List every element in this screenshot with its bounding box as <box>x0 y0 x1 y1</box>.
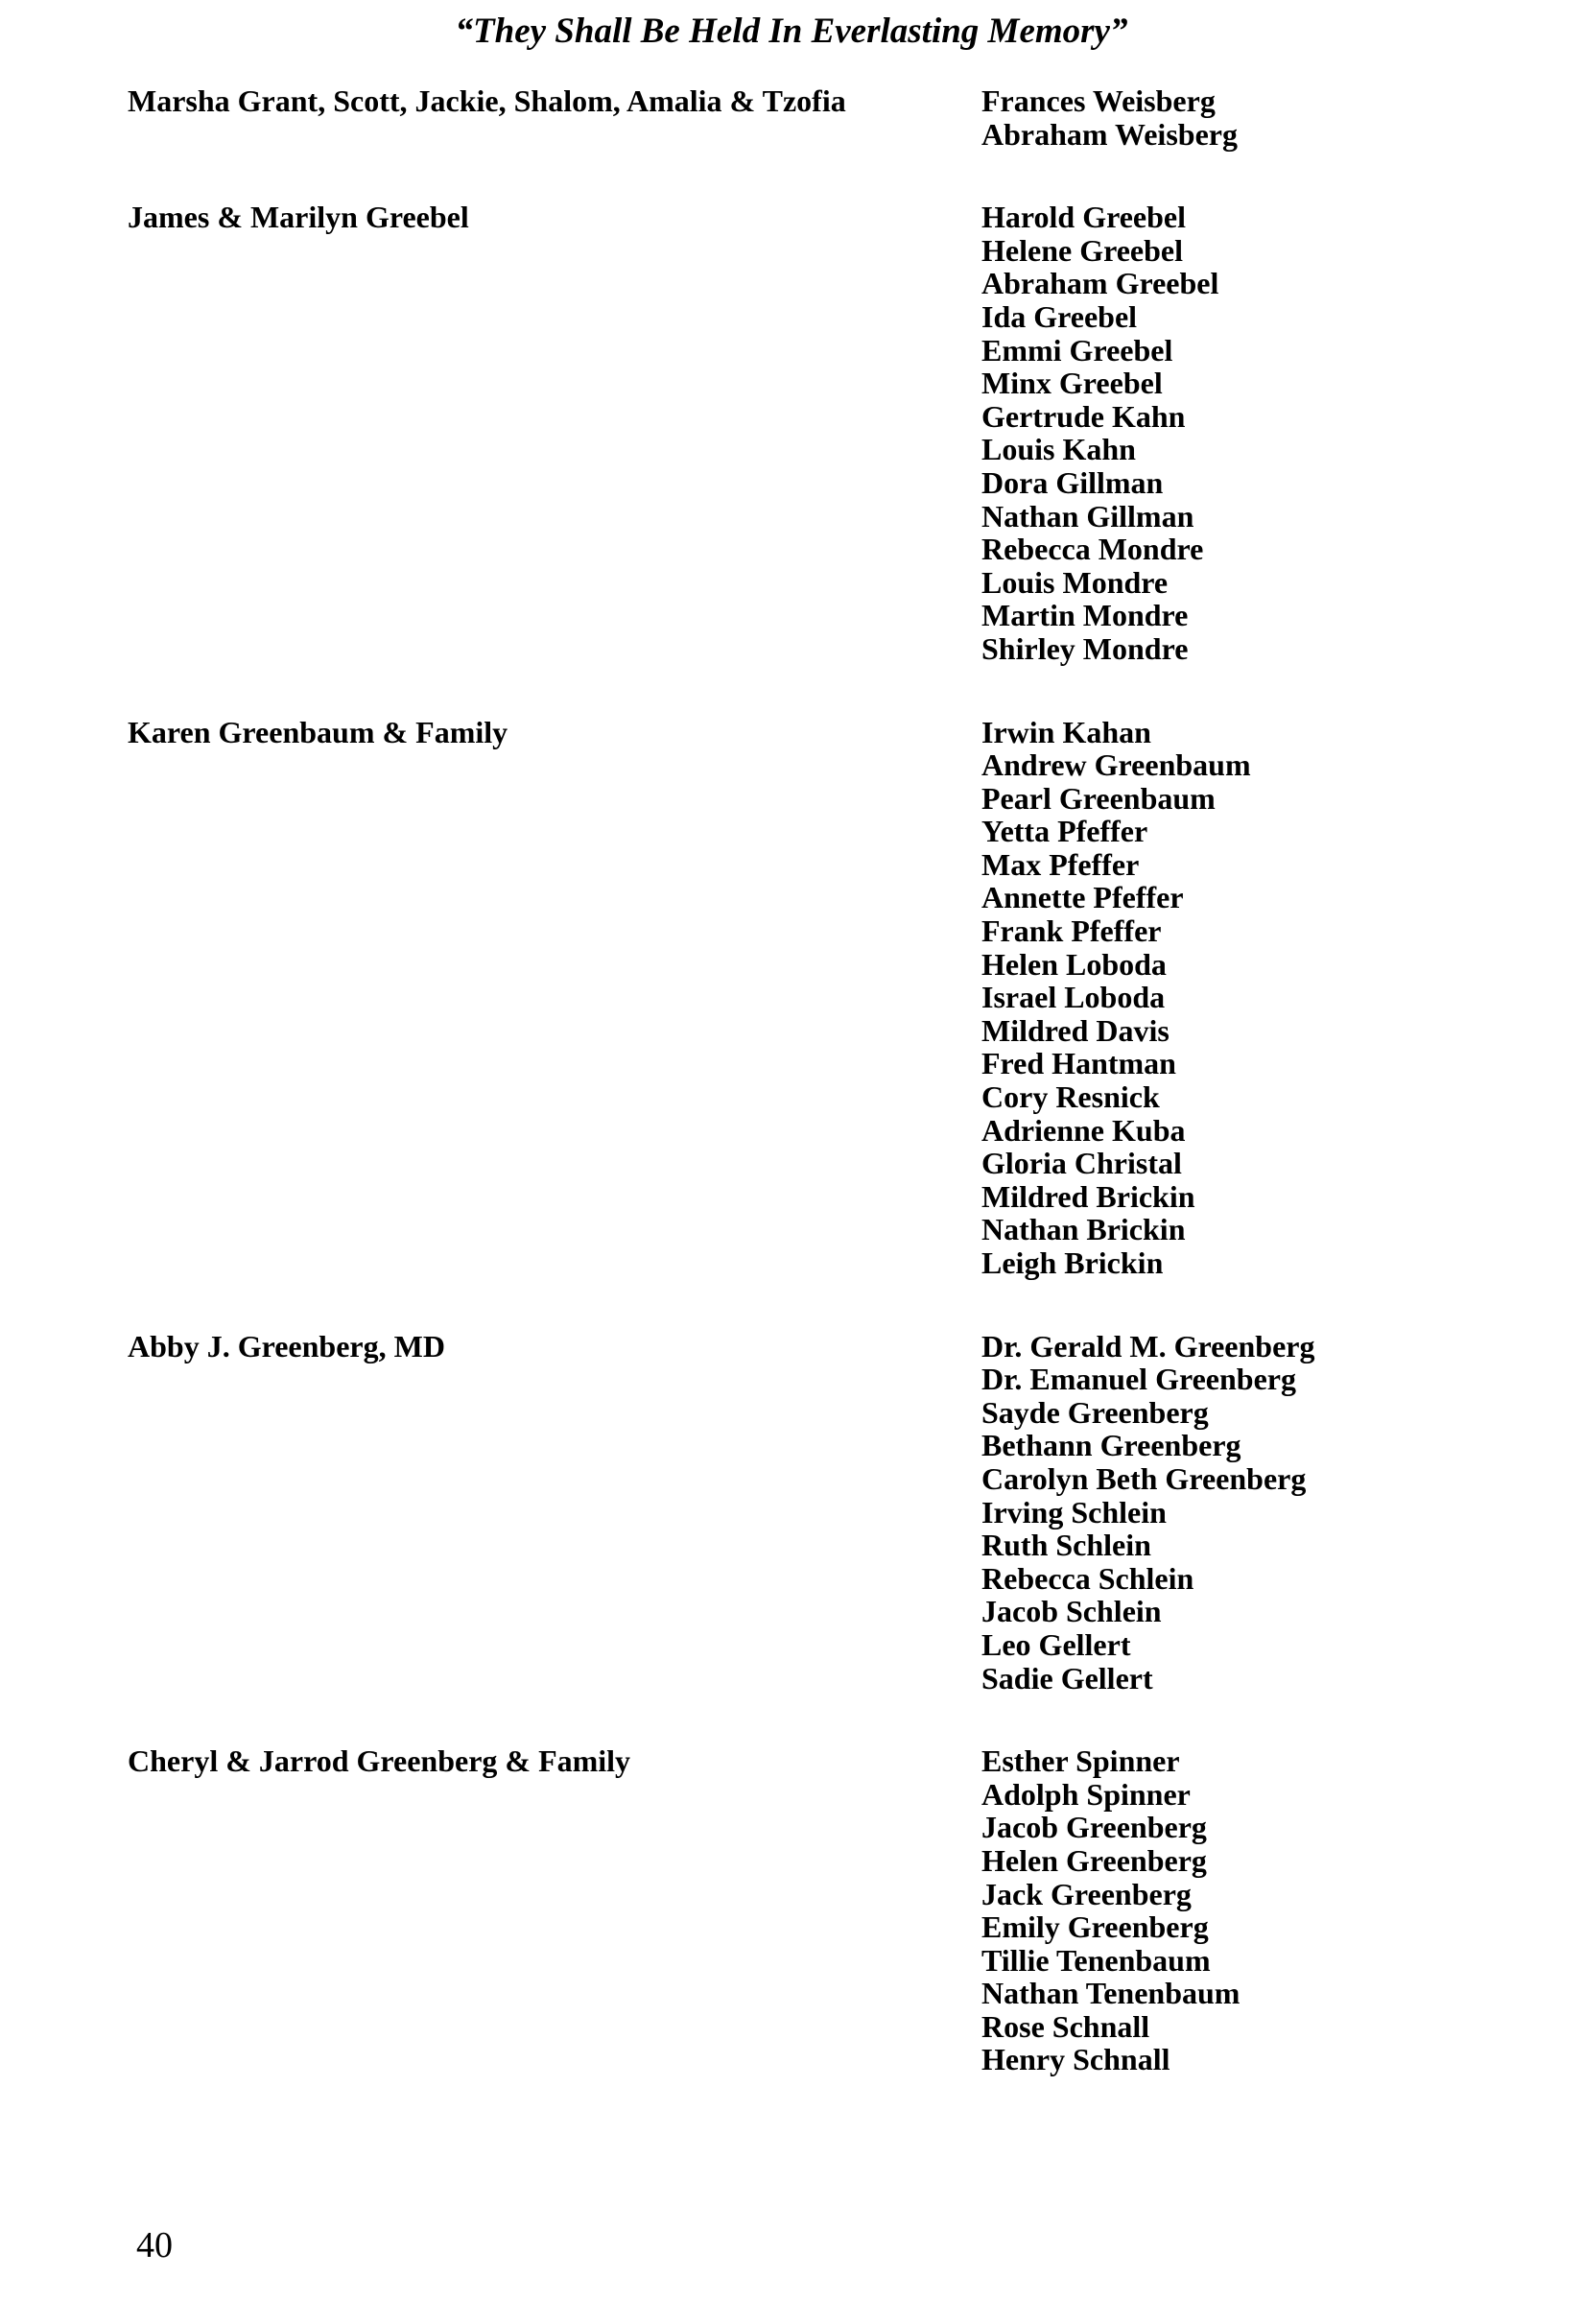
page-number: 40 <box>136 2225 173 2265</box>
honoree-name: Pearl Greenbaum <box>981 780 1216 816</box>
honoree-name: Rebecca Mondre <box>981 532 1204 567</box>
honoree-name: Shirley Mondre <box>981 630 1189 666</box>
honoree-name: Abraham Weisberg <box>981 116 1238 152</box>
memorial-entry <box>0 201 1583 665</box>
honoree-name: Abraham Greebel <box>981 266 1219 301</box>
memorial-entry <box>0 84 1583 151</box>
honoree-name: Ruth Schlein <box>981 1528 1151 1563</box>
honoree-name: Leigh Brickin <box>981 1245 1164 1280</box>
honoree-name: Louis Mondre <box>981 564 1169 600</box>
honoree-name: Sayde Greenberg <box>981 1394 1209 1430</box>
honoree-name: Mildred Davis <box>981 1012 1170 1048</box>
honoree-name: Sadie Gellert <box>981 1660 1153 1696</box>
honoree-name: Emily Greenberg <box>981 1909 1209 1945</box>
donor-name: Karen Greenbaum & Family <box>128 714 508 749</box>
honoree-name: Frances Weisberg <box>981 83 1216 118</box>
honoree-name: Irving Schlein <box>981 1494 1167 1530</box>
memorial-list <box>0 84 1583 2126</box>
honoree-name: Jacob Schlein <box>981 1594 1162 1629</box>
donor-name: James & Marilyn Greebel <box>128 200 469 235</box>
honoree-name: Jacob Greenberg <box>981 1810 1207 1845</box>
donor-name: Abby J. Greenberg, MD <box>128 1328 445 1364</box>
honoree-name: Fred Hantman <box>981 1046 1176 1081</box>
honoree-name: Ida Greebel <box>981 298 1138 334</box>
honoree-name: Andrew Greenbaum <box>981 747 1251 783</box>
honoree-name: Nathan Tenenbaum <box>981 1976 1240 2011</box>
donor-name: Cheryl & Jarrod Greenberg & Family <box>128 1743 631 1779</box>
honoree-name: Frank Pfeffer <box>981 913 1162 949</box>
honoree-name: Annette Pfeffer <box>981 880 1184 915</box>
honoree-name: Bethann Greenberg <box>981 1428 1241 1463</box>
honoree-name: Leo Gellert <box>981 1626 1131 1662</box>
honoree-name: Esther Spinner <box>981 1743 1180 1779</box>
donor-name: Marsha Grant, Scott, Jackie, Shalom, Amalia & Tzofia <box>128 83 846 118</box>
honoree-name: Yetta Pfeffer <box>981 814 1148 849</box>
honoree-name: Tillie Tenenbaum <box>981 1942 1211 1978</box>
honoree-name: Nathan Gillman <box>981 498 1194 534</box>
honoree-list <box>981 84 1583 151</box>
honoree-name: Helen Greenberg <box>981 1842 1207 1878</box>
honoree-name: Martin Mondre <box>981 598 1189 633</box>
honoree-name: Mildred Brickin <box>981 1178 1195 1214</box>
honoree-name: Israel Loboda <box>981 980 1166 1015</box>
honoree-name: Adolph Spinner <box>981 1776 1191 1812</box>
honoree-name: Gloria Christal <box>981 1146 1182 1181</box>
honoree-name: Max Pfeffer <box>981 846 1140 882</box>
honoree-list <box>981 201 1583 665</box>
honoree-name: Rebecca Schlein <box>981 1560 1194 1596</box>
honoree-name: Minx Greebel <box>981 366 1163 401</box>
honoree-name: Jack Greenberg <box>981 1876 1192 1911</box>
honoree-name: Cory Resnick <box>981 1079 1160 1115</box>
honoree-list <box>981 1744 1583 2076</box>
honoree-name: Nathan Brickin <box>981 1212 1186 1247</box>
memorial-entry <box>0 1744 1583 2076</box>
honoree-name: Helen Loboda <box>981 946 1167 982</box>
memorial-entry <box>0 716 1583 1280</box>
honoree-name: Dr. Gerald M. Greenberg <box>981 1328 1315 1364</box>
honoree-name: Harold Greebel <box>981 200 1187 235</box>
honoree-name: Rose Schnall <box>981 2008 1150 2044</box>
honoree-name: Irwin Kahan <box>981 714 1151 749</box>
honoree-list <box>981 1330 1583 1696</box>
honoree-name: Louis Kahn <box>981 432 1136 467</box>
honoree-name: Dr. Emanuel Greenberg <box>981 1362 1296 1397</box>
honoree-name: Henry Schnall <box>981 2042 1170 2077</box>
honoree-name: Emmi Greebel <box>981 332 1173 368</box>
honoree-name: Carolyn Beth Greenberg <box>981 1460 1307 1496</box>
memorial-entry <box>0 1330 1583 1696</box>
honoree-name: Helene Greebel <box>981 232 1183 268</box>
honoree-list <box>981 716 1583 1280</box>
page-title: “They Shall Be Held In Everlasting Memory” <box>455 12 1128 51</box>
honoree-name: Dora Gillman <box>981 464 1164 500</box>
honoree-name: Gertrude Kahn <box>981 398 1186 434</box>
honoree-name: Adrienne Kuba <box>981 1112 1186 1148</box>
